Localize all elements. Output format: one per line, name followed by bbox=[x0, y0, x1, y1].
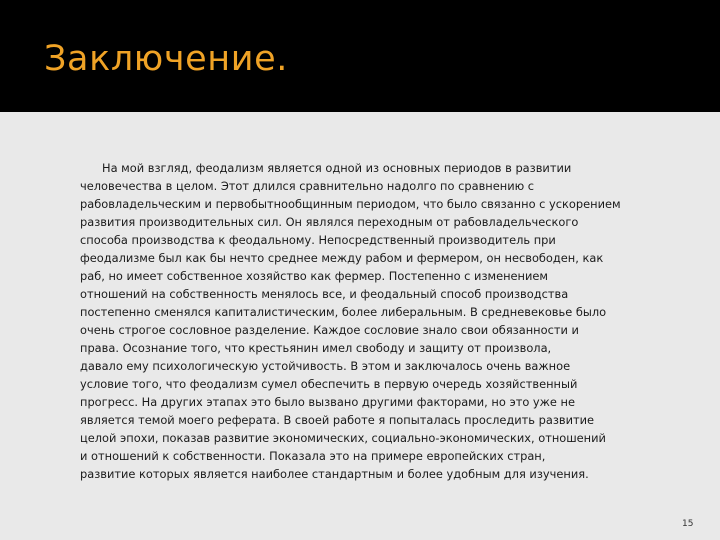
title-bar bbox=[0, 0, 720, 112]
text-line: целой эпохи, показав развитие экономических, социально-экономических, отношений bbox=[80, 431, 606, 445]
text-line: феодализме был как бы нечто среднее между рабом и фермером, он несвободен, как bbox=[80, 251, 604, 265]
text-line: и отношений к собственности. Показала это на примере европейских стран, bbox=[80, 449, 546, 463]
text-line: является темой моего реферата. В своей работе я попыталась проследить развитие bbox=[80, 413, 595, 427]
text-line: человечества в целом. Этот длился сравнительно надолго по сравнению с bbox=[80, 179, 535, 193]
text-line: права. Осознание того, что крестьянин имел свободу и защиту от произвола, bbox=[80, 341, 552, 355]
body-text bbox=[80, 159, 660, 483]
text-line: очень строгое сословное разделение. Каждое сословие знало свои обязанности и bbox=[80, 323, 579, 337]
text-line: развитие которых является наиболее стандартным и более удобным для изучения. bbox=[80, 467, 589, 481]
text-line: развития производительных сил. Он являлся переходным от рабовладельческого bbox=[80, 215, 579, 229]
text-line: постепенно сменялся капиталистическим, более либеральным. В средневековье было bbox=[80, 305, 607, 319]
text-line: способа производства к феодальному. Непосредственный производитель при bbox=[80, 233, 556, 247]
text-line: отношений на собственность менялось все, и феодальный способ производства bbox=[80, 287, 569, 301]
text-line: раб, но имеет собственное хозяйство как фермер. Постепенно с изменением bbox=[80, 269, 549, 283]
text-line: рабовладельческим и первобытнообщинным периодом, что было связанно с ускорением bbox=[80, 197, 621, 211]
text-line: давало ему психологическую устойчивость. В этом и заключалось очень важное bbox=[80, 359, 571, 373]
text-line: На мой взгляд, феодализм является одной из основных периодов в развитии bbox=[102, 161, 572, 175]
page-number: 15 bbox=[682, 519, 694, 529]
text-line: прогресс. На других этапах это было вызвано другими факторами, но это уже не bbox=[80, 395, 576, 409]
slide-title: Заключение. bbox=[44, 39, 288, 79]
text-line: условие того, что феодализм сумел обеспечить в первую очередь хозяйственный bbox=[80, 377, 578, 391]
